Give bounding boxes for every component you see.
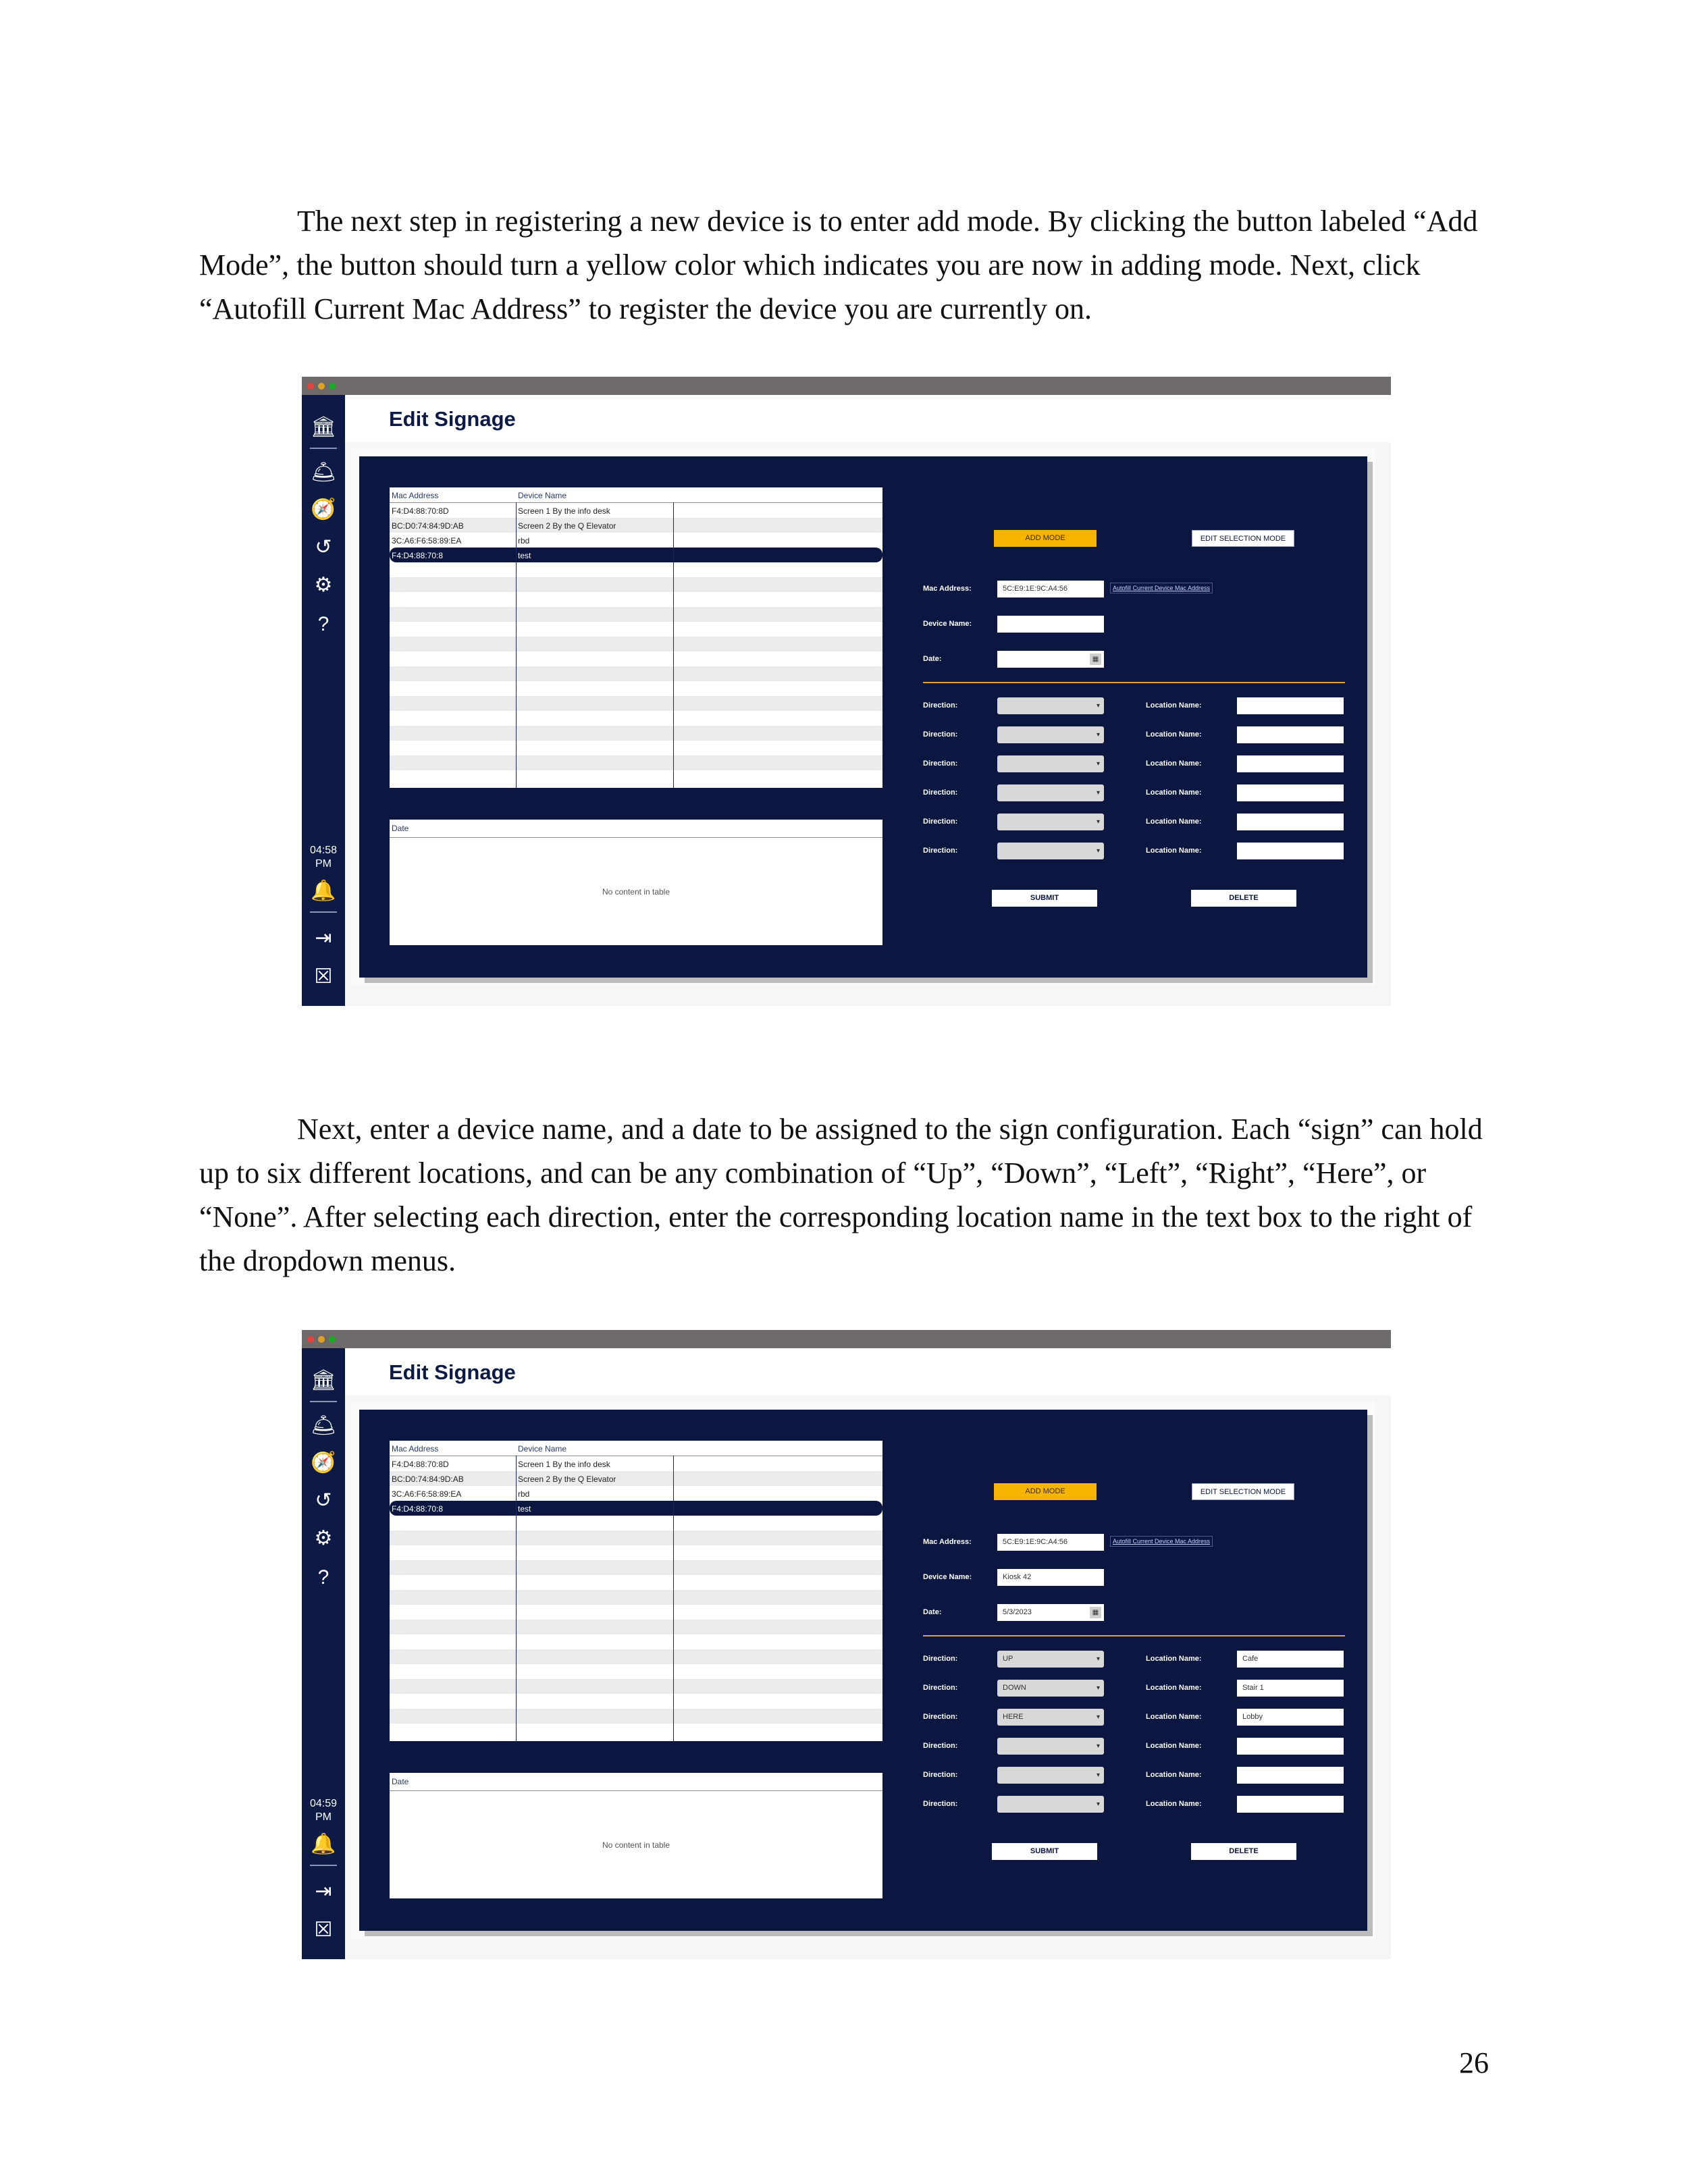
gear-icon[interactable]: ⚙ xyxy=(314,1527,333,1549)
autofill-mac-button[interactable]: Autofill Current Device Mac Address xyxy=(1110,1536,1213,1547)
sidebar-divider xyxy=(310,448,337,449)
sidebar-divider xyxy=(310,1401,337,1402)
instruction-paragraph-1 xyxy=(199,199,1502,331)
mac-address-label: Mac Address: xyxy=(923,1538,972,1546)
page-header xyxy=(345,395,1391,444)
direction-label: Direction: xyxy=(923,701,958,710)
empty-row xyxy=(390,1709,882,1724)
location-name-label: Location Name: xyxy=(1146,1713,1202,1721)
direction-select-3[interactable] xyxy=(997,1709,1104,1726)
cell-device: test xyxy=(518,551,531,560)
direction-label: Direction: xyxy=(923,760,958,768)
help-icon[interactable]: ? xyxy=(317,613,329,635)
location-name-label: Location Name: xyxy=(1146,818,1202,826)
page-title: Edit Signage xyxy=(389,407,516,431)
direction-label: Direction: xyxy=(923,847,958,855)
help-icon[interactable]: ? xyxy=(317,1566,329,1589)
cell-device: rbd xyxy=(518,536,530,545)
location-name-label: Location Name: xyxy=(1146,760,1202,768)
window-titlebar xyxy=(302,377,1391,395)
direction-select-5[interactable] xyxy=(997,1767,1104,1784)
empty-row xyxy=(390,696,882,711)
direction-value: UP xyxy=(1003,1655,1013,1663)
chevron-down-icon: ▾ xyxy=(1096,1655,1100,1663)
sidebar-divider xyxy=(310,911,337,913)
close-app-icon[interactable]: ☒ xyxy=(314,1919,333,1941)
cell-mac: BC:D0:74:84:9D:AB xyxy=(392,521,464,531)
location-name-field-3[interactable] xyxy=(1237,755,1344,772)
direction-label: Direction: xyxy=(923,1771,958,1779)
sidebar xyxy=(302,395,345,1006)
location-name-field-2[interactable] xyxy=(1237,726,1344,743)
device-name-label: Device Name: xyxy=(923,620,972,628)
bell-icon[interactable]: 🔔 xyxy=(311,880,336,902)
column-divider xyxy=(516,502,517,788)
table-row[interactable] xyxy=(390,1486,882,1501)
location-name-label: Location Name: xyxy=(1146,1684,1202,1692)
edit-panel xyxy=(359,1410,1367,1931)
empty-row xyxy=(390,577,882,592)
close-app-icon[interactable]: ☒ xyxy=(314,965,333,988)
compass-icon[interactable]: 🧭 xyxy=(311,1451,336,1474)
table-header xyxy=(390,1441,882,1456)
empty-row xyxy=(390,755,882,770)
submit-button[interactable]: SUBMIT xyxy=(992,1843,1097,1860)
mac-address-field[interactable]: 5C:E9:1E:9C:A4:56 xyxy=(997,1534,1104,1551)
location-name-field-2[interactable]: Stair 1 xyxy=(1237,1680,1344,1697)
mac-address-field[interactable]: 5C:E9:1E:9C:A4:56 xyxy=(997,581,1104,597)
chevron-down-icon: ▾ xyxy=(1096,1713,1100,1721)
institution-icon[interactable]: 🏛 xyxy=(310,1369,337,1391)
add-mode-button[interactable]: ADD MODE xyxy=(994,530,1097,547)
location-name-field-5[interactable] xyxy=(1237,1767,1344,1784)
column-divider xyxy=(673,1456,674,1741)
chevron-down-icon: ▾ xyxy=(1096,789,1100,797)
autofill-mac-button[interactable]: Autofill Current Device Mac Address xyxy=(1110,583,1213,593)
logout-icon[interactable]: ⇥ xyxy=(315,927,332,949)
column-divider xyxy=(516,1456,517,1741)
logout-icon[interactable]: ⇥ xyxy=(315,1880,332,1902)
chevron-down-icon: ▾ xyxy=(1096,702,1100,710)
minimize-dot[interactable] xyxy=(318,1336,325,1343)
location-name-label: Location Name: xyxy=(1146,847,1202,855)
clock-time: 04:58 xyxy=(309,845,338,856)
date-value: 5/3/2023 xyxy=(1003,1608,1032,1616)
column-header-device[interactable]: Device Name xyxy=(518,1444,567,1454)
edit-selection-mode-button[interactable]: EDIT SELECTION MODE xyxy=(1192,1483,1294,1500)
mac-address-label: Mac Address: xyxy=(923,585,972,593)
cell-mac: BC:D0:74:84:9D:AB xyxy=(392,1474,464,1484)
cell-mac: F4:D4:88:70:8 xyxy=(392,1504,444,1514)
location-name-label: Location Name: xyxy=(1146,730,1202,739)
chevron-down-icon: ▾ xyxy=(1096,1801,1100,1808)
empty-row xyxy=(390,726,882,741)
location-name-label: Location Name: xyxy=(1146,1655,1202,1663)
header-divider xyxy=(390,1790,882,1791)
page-title: Edit Signage xyxy=(389,1360,516,1384)
column-divider xyxy=(673,502,674,788)
column-header-mac[interactable]: Mac Address xyxy=(392,1444,439,1454)
location-name-field-6[interactable] xyxy=(1237,1796,1344,1813)
location-name-label: Location Name: xyxy=(1146,789,1202,797)
chevron-down-icon: ▾ xyxy=(1096,1772,1100,1779)
calendar-icon[interactable]: ▦ xyxy=(1090,1607,1101,1618)
device-name-field[interactable]: Kiosk 42 xyxy=(997,1569,1104,1586)
cell-device: Screen 2 By the Q Elevator xyxy=(518,1474,616,1484)
direction-select-3[interactable] xyxy=(997,755,1104,772)
table-row[interactable] xyxy=(390,1471,882,1486)
calendar-icon[interactable]: ▦ xyxy=(1090,654,1101,665)
empty-row xyxy=(390,1560,882,1575)
empty-row xyxy=(390,1679,882,1694)
empty-table-message: No content in table xyxy=(602,887,670,897)
location-name-field-5[interactable] xyxy=(1237,814,1344,830)
date-column-header[interactable]: Date xyxy=(392,824,409,833)
chevron-down-icon: ▾ xyxy=(1096,731,1100,739)
date-table xyxy=(390,820,882,945)
table-header xyxy=(390,487,882,503)
date-label: Date: xyxy=(923,1608,942,1616)
direction-select-6[interactable] xyxy=(997,1796,1104,1813)
table-row-selected[interactable] xyxy=(390,548,882,562)
screenshot-filled-form xyxy=(302,1330,1391,1959)
direction-select-4[interactable] xyxy=(997,784,1104,801)
location-name-field-4[interactable] xyxy=(1237,784,1344,801)
edit-selection-mode-button[interactable]: EDIT SELECTION MODE xyxy=(1192,530,1294,547)
empty-row xyxy=(390,607,882,622)
cell-device: test xyxy=(518,1504,531,1514)
direction-select-6[interactable] xyxy=(997,843,1104,859)
column-header-device[interactable]: Device Name xyxy=(518,491,567,500)
location-name-label: Location Name: xyxy=(1146,1771,1202,1779)
device-name-field[interactable] xyxy=(997,616,1104,633)
service-bell-icon[interactable]: 🛎 xyxy=(310,461,337,483)
cell-mac: F4:D4:88:70:8D xyxy=(392,506,449,516)
paragraph-text: Next, enter a device name, and a date to be assigned to the sign configuration. Each “sign” can hold up to six different locations, and can be any combination of “Up”, “Down”, “Left”, “Right”, “Here”, or “None”. After selecting each direction, enter the corresponding location name in the text box to the right of the dropdown menus. xyxy=(199,1113,1483,1277)
location-name-field-1[interactable] xyxy=(1237,697,1344,714)
location-name-field-1[interactable]: Cafe xyxy=(1237,1651,1344,1668)
form-divider xyxy=(923,1635,1345,1636)
bell-icon[interactable]: 🔔 xyxy=(311,1833,336,1855)
cell-device: Screen 2 By the Q Elevator xyxy=(518,521,616,531)
close-dot[interactable] xyxy=(307,1336,314,1343)
cell-device: rbd xyxy=(518,1489,530,1499)
empty-row xyxy=(390,1530,882,1545)
institution-icon[interactable]: 🏛 xyxy=(310,416,337,438)
direction-select-2[interactable] xyxy=(997,726,1104,743)
cell-mac: F4:D4:88:70:8D xyxy=(392,1460,449,1469)
direction-label: Direction: xyxy=(923,1684,958,1692)
date-column-header[interactable]: Date xyxy=(392,1777,409,1786)
service-bell-icon[interactable]: 🛎 xyxy=(310,1414,337,1437)
chevron-down-icon: ▾ xyxy=(1096,1684,1100,1692)
form-divider xyxy=(923,682,1345,683)
clock-ampm: PM xyxy=(315,1811,332,1823)
header-divider xyxy=(390,837,882,838)
table-row[interactable] xyxy=(390,518,882,533)
chevron-down-icon: ▾ xyxy=(1096,847,1100,855)
direction-value: HERE xyxy=(1003,1713,1024,1721)
empty-table-message: No content in table xyxy=(602,1840,670,1850)
submit-button[interactable]: SUBMIT xyxy=(992,890,1097,907)
location-name-label: Location Name: xyxy=(1146,1800,1202,1808)
devices-table xyxy=(390,1441,882,1741)
delete-button[interactable]: DELETE xyxy=(1191,890,1296,907)
screenshot-add-mode xyxy=(302,377,1391,1006)
direction-select-2[interactable] xyxy=(997,1680,1104,1697)
chevron-down-icon: ▾ xyxy=(1096,818,1100,826)
edit-panel xyxy=(359,456,1367,978)
clock-time: 04:59 xyxy=(309,1798,338,1809)
column-header-mac[interactable]: Mac Address xyxy=(392,491,439,500)
delete-button[interactable]: DELETE xyxy=(1191,1843,1296,1860)
chevron-down-icon: ▾ xyxy=(1096,1742,1100,1750)
devices-table xyxy=(390,487,882,788)
cell-mac: 3C:A6:F6:58:89:EA xyxy=(392,536,462,545)
cell-device: Screen 1 By the info desk xyxy=(518,506,610,516)
page-number: 26 xyxy=(1459,2046,1489,2079)
empty-row xyxy=(390,1590,882,1605)
direction-select-1[interactable] xyxy=(997,1651,1104,1668)
window-titlebar xyxy=(302,1330,1391,1348)
direction-label: Direction: xyxy=(923,1742,958,1750)
add-mode-button[interactable]: ADD MODE xyxy=(994,1483,1097,1500)
maximize-dot[interactable] xyxy=(329,383,336,390)
close-dot[interactable] xyxy=(307,383,314,390)
direction-select-1[interactable] xyxy=(997,697,1104,714)
date-field[interactable] xyxy=(997,651,1104,668)
maximize-dot[interactable] xyxy=(329,1336,336,1343)
history-icon[interactable]: ↺ xyxy=(315,1489,332,1512)
table-row[interactable] xyxy=(390,503,882,518)
direction-value: DOWN xyxy=(1003,1684,1026,1692)
empty-row xyxy=(390,637,882,651)
location-name-label: Location Name: xyxy=(1146,701,1202,710)
empty-row xyxy=(390,1649,882,1664)
minimize-dot[interactable] xyxy=(318,383,325,390)
empty-row xyxy=(390,666,882,681)
device-name-label: Device Name: xyxy=(923,1573,972,1581)
direction-label: Direction: xyxy=(923,730,958,739)
direction-label: Direction: xyxy=(923,818,958,826)
table-row-selected[interactable] xyxy=(390,1501,882,1516)
location-name-field-3[interactable]: Lobby xyxy=(1237,1709,1344,1726)
gear-icon[interactable]: ⚙ xyxy=(314,574,333,596)
direction-select-4[interactable] xyxy=(997,1738,1104,1755)
location-name-field-4[interactable] xyxy=(1237,1738,1344,1755)
date-field[interactable] xyxy=(997,1604,1104,1621)
direction-label: Direction: xyxy=(923,1713,958,1721)
table-row[interactable] xyxy=(390,533,882,548)
cell-mac: 3C:A6:F6:58:89:EA xyxy=(392,1489,462,1499)
empty-row xyxy=(390,1620,882,1634)
compass-icon[interactable]: 🧭 xyxy=(311,498,336,521)
clock-ampm: PM xyxy=(315,858,332,870)
direction-label: Direction: xyxy=(923,1800,958,1808)
sidebar xyxy=(302,1348,345,1959)
paragraph-text: The next step in registering a new device is to enter add mode. By clicking the button labeled “Add Mode”, the button should turn a yellow color which indicates you are now in adding mode. Next, click “Autofill Current Mac Address” to register the device you are currently on. xyxy=(199,205,1478,325)
table-row[interactable] xyxy=(390,1456,882,1471)
chevron-down-icon: ▾ xyxy=(1096,760,1100,768)
history-icon[interactable]: ↺ xyxy=(315,536,332,558)
direction-select-5[interactable] xyxy=(997,814,1104,830)
date-table xyxy=(390,1773,882,1898)
direction-label: Direction: xyxy=(923,1655,958,1663)
page-header xyxy=(345,1348,1391,1397)
direction-label: Direction: xyxy=(923,789,958,797)
cell-mac: F4:D4:88:70:8 xyxy=(392,551,444,560)
location-name-label: Location Name: xyxy=(1146,1742,1202,1750)
instruction-paragraph-2 xyxy=(199,1107,1502,1283)
location-name-field-6[interactable] xyxy=(1237,843,1344,859)
date-label: Date: xyxy=(923,655,942,663)
sidebar-divider xyxy=(310,1865,337,1866)
cell-device: Screen 1 By the info desk xyxy=(518,1460,610,1469)
